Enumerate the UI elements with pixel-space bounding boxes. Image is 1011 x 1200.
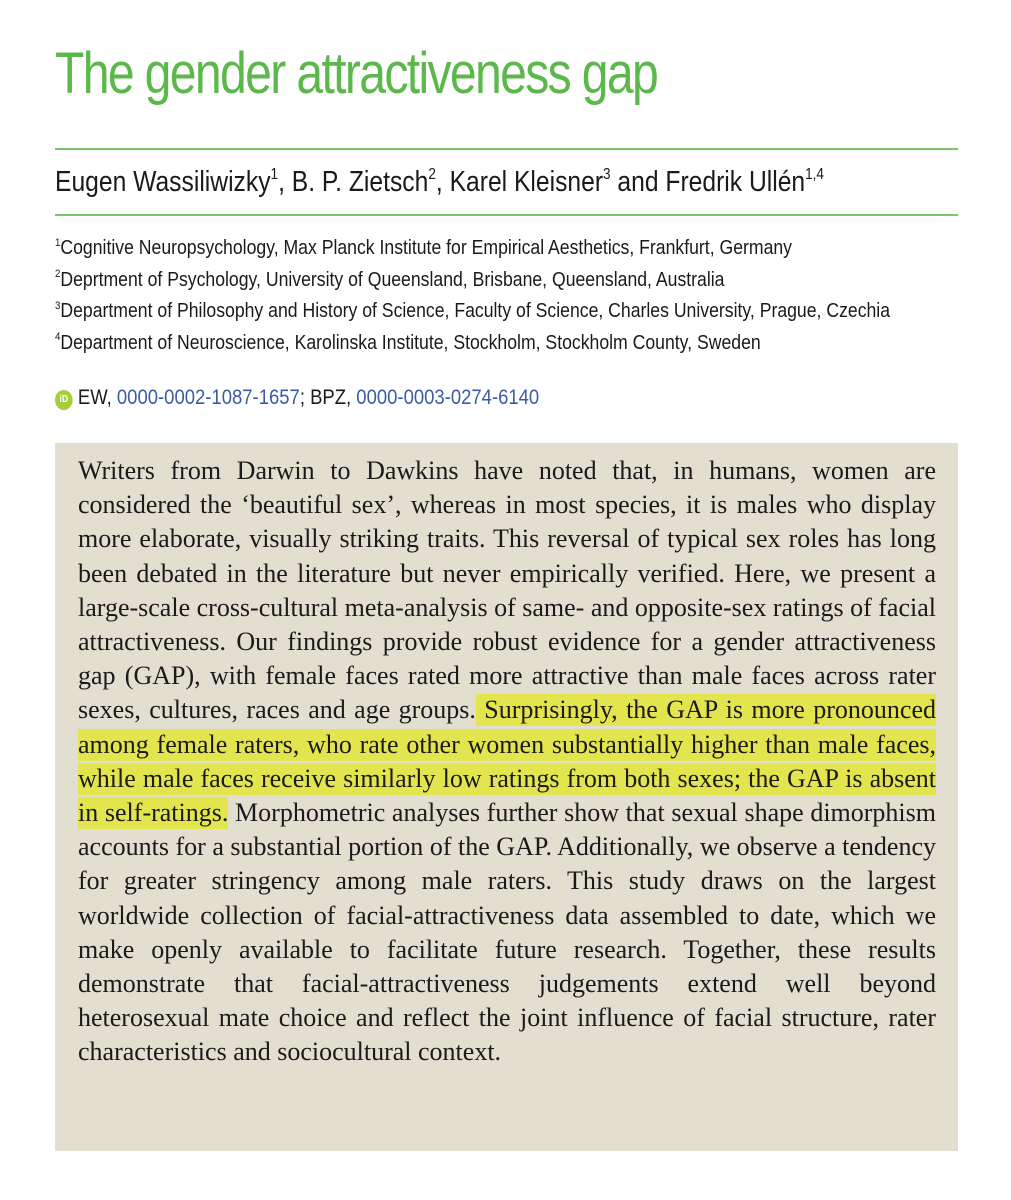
abstract-text-part: Writers from Darwin to Dawkins have noted that, in humans, women are considered the ‘beautiful sex’, whereas in most species, it is males who display more elaborate, visually striking traits. This reversal of typical sex roles has long been debated in the literature but never empirically verified. Here, we present a large-scale cross-cultural meta-analysis of same- and opposite-sex ratings of facial attractiveness. Our findings provide robust evidence for a gender attractiveness gap (GAP), with female faces rated more attractive than male faces across rater sexes, cultures, races and age groups.	[78, 456, 936, 725]
author-name: B. P. Zietsch	[291, 166, 429, 198]
author-name: Karel Kleisner	[449, 166, 604, 198]
abstract-text-part: Morphometric analyses further show that sexual shape dimorphism accounts for a substantial portion of the GAP. Additionally, we observe a tendency for greater stringency among male raters. This study draws on the largest worldwide collection of facial-attractiveness data assembled to date, which we make openly available to facilitate future research. Together, these results demonstrate that facial-attractiveness judgements extend well beyond heterosexual mate choice and reflect the joint influence of facial structure, rater characteristics and sociocultural context.	[78, 798, 936, 1067]
affiliation-item	[55, 295, 890, 327]
orcid-separator: ; BPZ,	[299, 386, 357, 409]
orcid-ew-label: EW,	[77, 386, 117, 409]
affiliation-text: Cognitive Neuropsychology, Max Planck Institute for Empirical Aesthetics, Frankfurt, Germany	[60, 236, 793, 259]
affiliation-number: 4	[55, 331, 61, 344]
orcid-icon: iD	[55, 390, 73, 410]
orcid-line	[55, 383, 539, 413]
affiliation-list	[55, 232, 890, 358]
affiliation-item	[55, 327, 890, 359]
author-list	[55, 162, 824, 207]
affiliation-number: 3	[55, 299, 61, 312]
abstract-highlight: Surprisingly, the GAP is more pronounced among female raters, who rate other women substantially higher than male faces, while male faces receive similarly low ratings from both sexes; the GAP is absent in self-ratings.	[78, 695, 936, 828]
article-title: The gender attractiveness gap	[55, 41, 658, 106]
author-affiliation-ref: 3	[603, 166, 611, 184]
affiliation-item	[55, 232, 890, 264]
author-affiliation-ref: 1	[270, 166, 279, 184]
author-separator: and	[610, 166, 666, 198]
author-name: Eugen Wassiliwizky	[55, 166, 271, 198]
affiliation-text: Deprtment of Psychology, University of Queensland, Brisbane, Queensland, Australia	[60, 267, 725, 291]
orcid-link-bpz[interactable]: 0000-0003-0274-6140	[356, 386, 540, 409]
title-divider	[55, 148, 958, 150]
affiliation-text: Department of Neuroscience, Karolinska Institute, Stockholm, Stockholm County, Sweden	[60, 330, 761, 354]
author-name: Fredrik Ullén	[665, 166, 806, 198]
author-separator: ,	[278, 166, 292, 198]
author-affiliation-ref: 2	[428, 166, 436, 184]
affiliation-number: 1	[55, 236, 61, 249]
affiliation-text: Department of Philosophy and History of Science, Faculty of Science, Charles University, Prague, Czechia	[60, 299, 891, 322]
orcid-link-ew[interactable]: 0000-0002-1087-1657	[116, 386, 300, 409]
author-affiliation-ref: 1,4	[805, 166, 824, 184]
authors-divider	[55, 214, 958, 216]
abstract-box	[55, 443, 958, 1151]
affiliation-item	[55, 264, 890, 296]
author-separator: ,	[435, 166, 450, 198]
affiliation-number: 2	[55, 268, 61, 281]
abstract-text	[78, 454, 936, 1070]
